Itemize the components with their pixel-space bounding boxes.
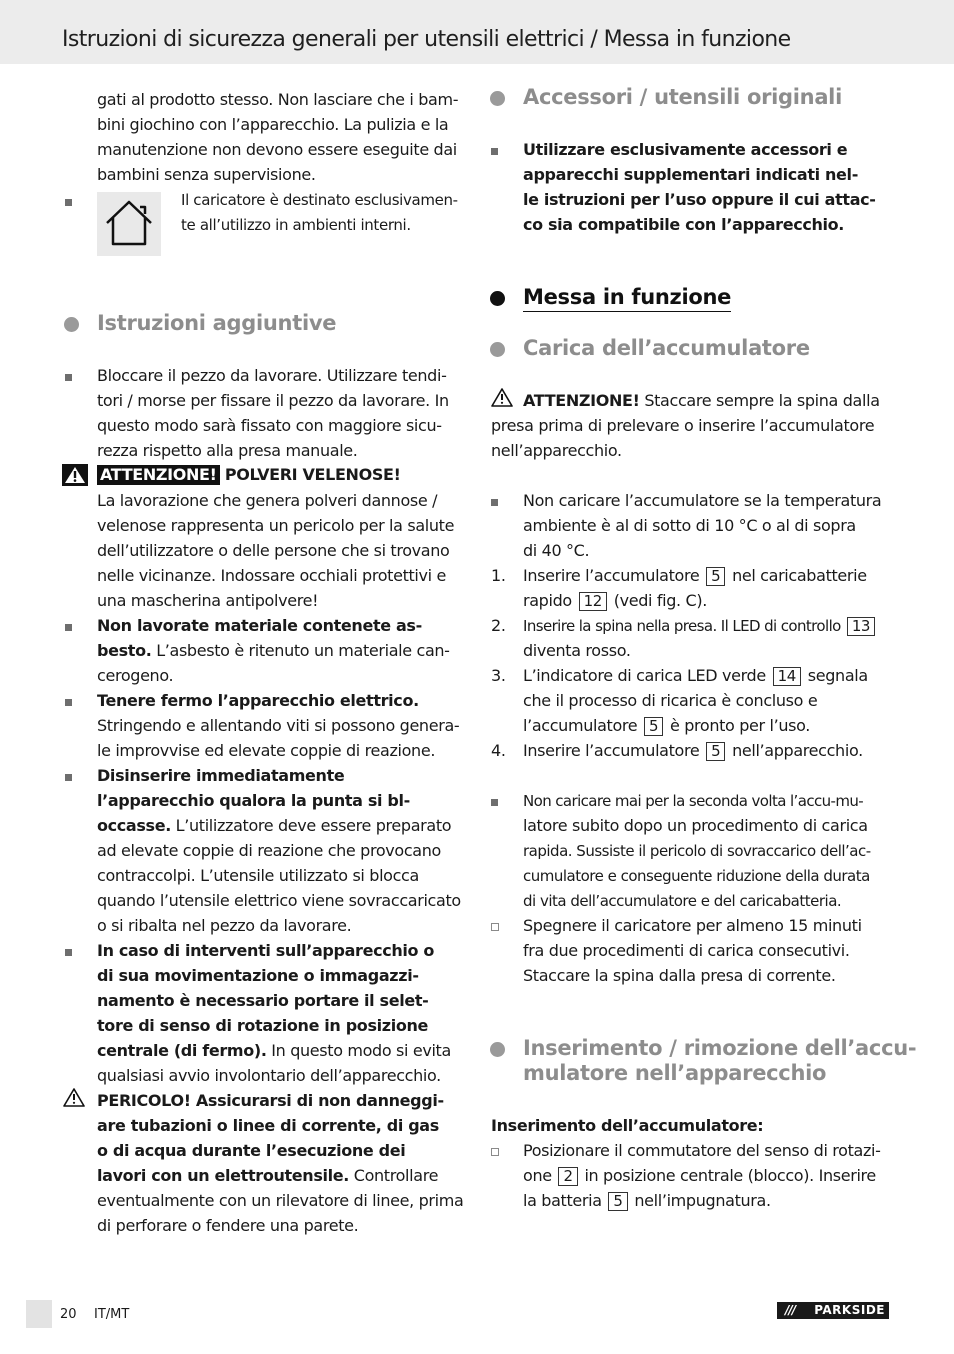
attention-label: ATTENZIONE!: [97, 465, 220, 485]
text-line: [523, 666, 868, 686]
text-line: [523, 566, 867, 586]
text-run: rapido: [523, 591, 572, 610]
text-line: eventualmente con un rilevatore di linee, prima: [97, 1191, 464, 1210]
text-line: cerogeno.: [97, 666, 174, 685]
step-number: 2.: [491, 616, 506, 635]
text-run: in posizione centrale (blocco). Inserire: [584, 1166, 876, 1185]
text-line: [523, 1166, 876, 1186]
bullet-square: [491, 799, 498, 806]
bullet-square: [491, 499, 498, 506]
text-run: Inserire l’accumulatore: [523, 566, 700, 585]
logo-text: PARKSIDE: [814, 1303, 885, 1317]
text-line: tore di senso di rotazione in posizione: [97, 1016, 429, 1035]
text-line: [97, 816, 451, 836]
section-dot: [490, 291, 505, 306]
text-line: Utilizzare esclusivamente accessori e: [523, 140, 848, 159]
text-line: apparecchi supplementari indicati nel-: [523, 165, 858, 184]
text-run: (vedi fig. C).: [613, 591, 707, 610]
text-line: tori / morse per fissare il pezzo da lavorare. In: [97, 391, 449, 410]
section-dot: [490, 91, 505, 106]
attention-label: ATTENZIONE!: [523, 391, 640, 410]
house-text-line: te all’utilizzo in ambienti interni.: [181, 216, 411, 234]
heading-istruzioni-aggiuntive: Istruzioni aggiuntive: [97, 311, 337, 335]
text-line: l’apparecchio qualora la punta si bl-: [97, 791, 410, 810]
bullet-square: [65, 624, 72, 631]
text-line: o di acqua durante l’esecuzione dei: [97, 1141, 406, 1160]
step-number: 3.: [491, 666, 506, 685]
text-line: co sia compatibile con l’apparecchio.: [523, 215, 845, 234]
text-line: Non caricare mai per la seconda volta l’accu-mu-: [523, 792, 864, 810]
page-header-title: Istruzioni di sicurezza generali per utensili elettrici / Messa in funzione: [62, 27, 791, 52]
bullet-square: [65, 199, 72, 206]
text-run: Staccare sempre la spina dalla: [639, 391, 880, 410]
text-line: le improvvise ed elevate coppie di reazione.: [97, 741, 436, 760]
text-run: la batteria: [523, 1191, 602, 1210]
text-line: fra due procedimenti di carica consecutivi.: [523, 941, 850, 960]
subheading-inserimento: Inserimento dell’accumulatore:: [491, 1116, 764, 1135]
heading-inserimento-line2: mulatore nell’apparecchio: [523, 1061, 827, 1085]
intro-line: bambini senza supervisione.: [97, 165, 316, 184]
text-line: contraccolpi. L’utensile utilizzato si blocca: [97, 866, 419, 885]
text-line: nell’apparecchio.: [491, 441, 622, 460]
text-line: presa prima di prelevare o inserire l’accumulatore: [491, 416, 875, 435]
intro-line: gati al prodotto stesso. Non lasciare che i bam-: [97, 90, 459, 109]
ref-number: 5: [706, 567, 725, 586]
text-line: Bloccare il pezzo da lavorare. Utilizzare tendi-: [97, 366, 447, 385]
text-run: L’indicatore di carica LED verde: [523, 666, 766, 685]
text-line: questo modo sarà fissato con maggiore sicu-: [97, 416, 442, 435]
footer-box: [26, 1300, 52, 1328]
text-line: o si ribalta nel pezzo da lavorare.: [97, 916, 352, 935]
ref-number: 5: [644, 717, 663, 736]
text-line: [523, 391, 880, 411]
text-line: [523, 741, 863, 761]
heading-messa-in-funzione: Messa in funzione: [523, 285, 731, 312]
text-line: [523, 716, 810, 736]
text-run: l’accumulatore: [523, 716, 638, 735]
text-line: [523, 1191, 771, 1211]
house-text-line: Il caricatore è destinato esclusivamen-: [181, 191, 458, 209]
text-line: [523, 616, 877, 636]
warning-triangle-icon: [62, 464, 88, 490]
page-header: [0, 0, 954, 64]
text-line: di perforare o fendere una parete.: [97, 1216, 359, 1235]
ref-number: 5: [706, 742, 725, 761]
section-dot: [490, 1042, 505, 1057]
bold-run: lavori con un elettroutensile.: [97, 1166, 350, 1185]
text-line: Staccare la spina dalla presa di corrente.: [523, 966, 836, 985]
ref-number: 13: [847, 617, 875, 636]
text-line: ad elevate coppie di reazione che provocano: [97, 841, 441, 860]
heading-carica: Carica dell’accumulatore: [523, 336, 810, 360]
text-line: di vita dell’accumulatore e del caricabatteria.: [523, 892, 842, 910]
footer-locale: IT/MT: [94, 1307, 130, 1322]
text-line: latore subito dopo un procedimento di carica: [523, 816, 868, 835]
warning-triangle-icon: [491, 388, 513, 411]
bullet-square: [65, 949, 72, 956]
text-line: Stringendo e allentando viti si possono genera-: [97, 716, 460, 735]
text-line: are tubazioni o linee di corrente, di gas: [97, 1116, 439, 1135]
text-line: La lavorazione che genera polveri dannose /: [97, 491, 438, 510]
text-line: qualsiasi avvio involontario dell’apparecchio.: [97, 1066, 441, 1085]
step-number: 1.: [491, 566, 506, 585]
bullet-outline-square: [491, 1148, 499, 1156]
text-line: PERICOLO! Assicurarsi di non danneggi-: [97, 1091, 444, 1110]
page-number: 20: [60, 1307, 77, 1322]
house-icon: [97, 192, 161, 256]
text-line: nelle vicinanze. Indossare occhiali protettivi e: [97, 566, 446, 585]
ref-number: 14: [773, 667, 801, 686]
intro-line: bini giochino con l’apparecchio. La pulizia e la: [97, 115, 449, 134]
text-run: L’utilizzatore deve essere preparato: [170, 816, 452, 835]
text-run: Inserire la spina nella presa. Il LED di controllo: [523, 617, 841, 635]
warning-triangle-icon: [63, 1088, 85, 1111]
attention-bold: POLVERI VELENOSE!: [224, 465, 401, 484]
text-run: segnala: [807, 666, 868, 685]
heading-accessori: Accessori / utensili originali: [523, 85, 842, 109]
bold-run: besto.: [97, 641, 152, 660]
intro-line: manutenzione non devono essere eseguite dai: [97, 140, 457, 159]
text-line: [97, 1166, 438, 1186]
text-line: [97, 641, 450, 661]
section-dot: [64, 317, 79, 332]
step-number: 4.: [491, 741, 506, 760]
text-line: di 40 °C.: [523, 541, 590, 560]
bullet-square: [65, 699, 72, 706]
parkside-logo: [777, 1302, 889, 1319]
bullet-outline-square: [491, 923, 499, 931]
text-line: quando l’utensile elettrico viene sovraccaricato: [97, 891, 461, 910]
heading-inserimento: Inserimento / rimozione dell’accu-: [523, 1036, 917, 1060]
text-line: rezza rispetto alla presa manuale.: [97, 441, 358, 460]
bold-run: centrale (di fermo).: [97, 1041, 267, 1060]
text-line: Non caricare l’accumulatore se la temperatura: [523, 491, 882, 510]
text-line: namento è necessario portare il selet-: [97, 991, 429, 1010]
text-run: è pronto per l’uso.: [669, 716, 810, 735]
text-line: velenose rappresenta un pericolo per la salute: [97, 516, 455, 535]
text-line: ambiente è al di sotto di 10 °C o al di sopra: [523, 516, 856, 535]
ref-number: 5: [608, 1192, 627, 1211]
text-line: diventa rosso.: [523, 641, 631, 660]
bullet-square: [65, 774, 72, 781]
text-line: le istruzioni per l’uso oppure il cui attac-: [523, 190, 876, 209]
bullet-square: [491, 148, 498, 155]
text-line: cumulatore e conseguente riduzione della durata: [523, 867, 870, 885]
text-run: Controllare: [349, 1166, 439, 1185]
text-line: Tenere fermo l’apparecchio elettrico.: [97, 691, 419, 710]
text-line: di sua movimentazione o immagazzi-: [97, 966, 419, 985]
text-line: dell’utilizzatore o delle persone che si trovano: [97, 541, 450, 560]
text-line: una mascherina antipolvere!: [97, 591, 319, 610]
ref-number: 12: [579, 592, 607, 611]
text-line: che il processo di ricarica è concluso e: [523, 691, 818, 710]
text-run: one: [523, 1166, 552, 1185]
text-line: Posizionare il commutatore del senso di rotazi-: [523, 1141, 881, 1160]
text-line: Spegnere il caricatore per almeno 15 minuti: [523, 916, 862, 935]
logo-mark: ///: [785, 1303, 796, 1317]
text-line: In caso di interventi sull’apparecchio o: [97, 941, 435, 960]
text-line: [97, 1041, 451, 1061]
text-run: nell’apparecchio.: [732, 741, 863, 760]
text-line: rapida. Sussiste il pericolo di sovraccarico dell’ac-: [523, 842, 871, 860]
text-run: nell’impugnatura.: [634, 1191, 771, 1210]
text-line: Non lavorate materiale contenete as-: [97, 616, 422, 635]
text-line: [523, 591, 707, 611]
bold-run: occasse.: [97, 816, 171, 835]
text-run: L’asbesto è ritenuto un materiale can-: [151, 641, 450, 660]
attention-line: [97, 465, 401, 485]
ref-number: 2: [558, 1167, 577, 1186]
text-run: Inserire l’accumulatore: [523, 741, 700, 760]
bullet-square: [65, 374, 72, 381]
text-run: In questo modo si evita: [266, 1041, 451, 1060]
text-line: Disinserire immediatamente: [97, 766, 345, 785]
section-dot: [490, 342, 505, 357]
text-run: nel caricabatterie: [732, 566, 867, 585]
